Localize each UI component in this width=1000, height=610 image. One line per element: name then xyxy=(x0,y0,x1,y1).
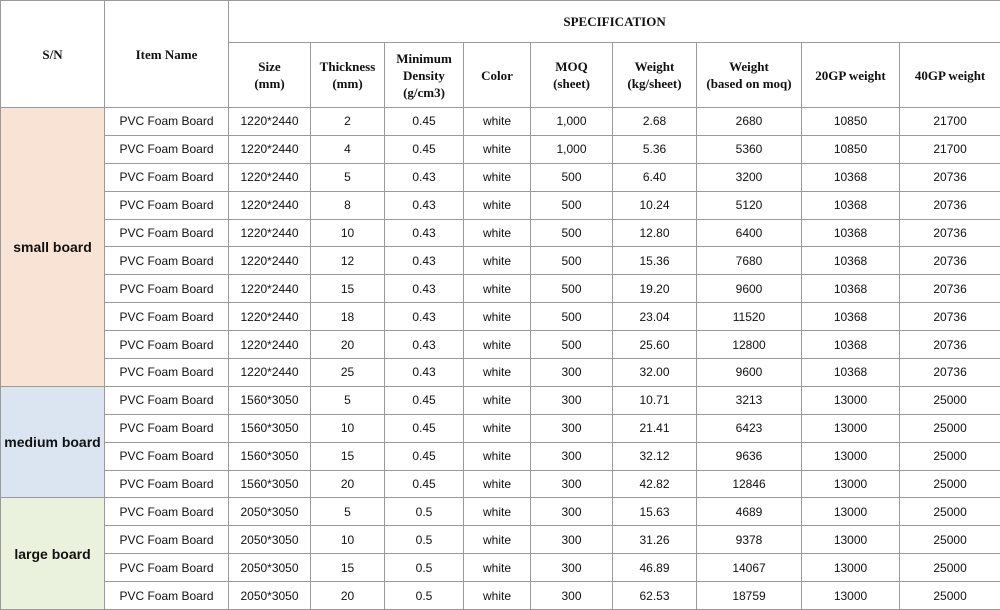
gp20-weight-cell: 13000 xyxy=(802,470,900,498)
weight-cell: 42.82 xyxy=(613,470,697,498)
moq-cell: 500 xyxy=(531,219,613,247)
weight-moq-cell: 11520 xyxy=(697,303,802,331)
moq-cell: 500 xyxy=(531,191,613,219)
table-row xyxy=(1,526,1000,554)
weight-cell: 12.80 xyxy=(613,219,697,247)
weight-moq-cell: 5120 xyxy=(697,191,802,219)
color-cell: white xyxy=(464,498,531,526)
gp40-weight-cell: 20736 xyxy=(900,303,1000,331)
moq-cell: 300 xyxy=(531,470,613,498)
weight-moq-cell: 9378 xyxy=(697,526,802,554)
gp20-weight-header: 20GP weight xyxy=(802,43,900,108)
group-label-medium: medium board xyxy=(1,386,105,498)
size-cell: 1560*3050 xyxy=(229,414,311,442)
size-cell: 1220*2440 xyxy=(229,108,311,136)
color-cell: white xyxy=(464,582,531,610)
density-cell: 0.43 xyxy=(385,163,464,191)
thickness-cell: 25 xyxy=(311,359,385,387)
thickness-cell: 5 xyxy=(311,498,385,526)
item-name-cell: PVC Foam Board xyxy=(105,108,229,136)
table-row xyxy=(1,247,1000,275)
moq-cell: 300 xyxy=(531,359,613,387)
weight-cell: 2.68 xyxy=(613,108,697,136)
color-cell: white xyxy=(464,554,531,582)
gp40-weight-cell: 25000 xyxy=(900,470,1000,498)
density-cell: 0.5 xyxy=(385,554,464,582)
moq-cell: 500 xyxy=(531,163,613,191)
thickness-cell: 15 xyxy=(311,442,385,470)
moq-cell: 500 xyxy=(531,275,613,303)
gp40-weight-cell: 25000 xyxy=(900,582,1000,610)
color-cell: white xyxy=(464,163,531,191)
color-cell: white xyxy=(464,275,531,303)
moq-cell: 500 xyxy=(531,331,613,359)
gp20-weight-cell: 10368 xyxy=(802,247,900,275)
table-row xyxy=(1,554,1000,582)
table-body xyxy=(1,108,1000,610)
weight-moq-cell: 4689 xyxy=(697,498,802,526)
gp40-weight-cell: 20736 xyxy=(900,247,1000,275)
thickness-cell: 20 xyxy=(311,470,385,498)
color-cell: white xyxy=(464,442,531,470)
density-cell: 0.5 xyxy=(385,526,464,554)
weight-moq-header: Weight (based on moq) xyxy=(697,43,802,108)
table-row xyxy=(1,470,1000,498)
table-row xyxy=(1,331,1000,359)
item-name-cell: PVC Foam Board xyxy=(105,526,229,554)
size-header: Size (mm) xyxy=(229,43,311,108)
item-name-cell: PVC Foam Board xyxy=(105,414,229,442)
density-cell: 0.43 xyxy=(385,359,464,387)
size-cell: 1220*2440 xyxy=(229,163,311,191)
weight-cell: 32.12 xyxy=(613,442,697,470)
density-cell: 0.43 xyxy=(385,219,464,247)
thickness-cell: 15 xyxy=(311,554,385,582)
gp40-weight-cell: 20736 xyxy=(900,331,1000,359)
density-header: Minimum Density (g/cm3) xyxy=(385,43,464,108)
size-cell: 1560*3050 xyxy=(229,470,311,498)
size-cell: 1220*2440 xyxy=(229,247,311,275)
gp40-weight-cell: 25000 xyxy=(900,554,1000,582)
thickness-cell: 20 xyxy=(311,582,385,610)
size-cell: 1220*2440 xyxy=(229,191,311,219)
gp40-weight-cell: 25000 xyxy=(900,386,1000,414)
size-cell: 1220*2440 xyxy=(229,275,311,303)
gp40-weight-cell: 25000 xyxy=(900,414,1000,442)
thickness-cell: 2 xyxy=(311,108,385,136)
size-cell: 1220*2440 xyxy=(229,135,311,163)
weight-moq-cell: 14067 xyxy=(697,554,802,582)
color-cell: white xyxy=(464,303,531,331)
item-name-cell: PVC Foam Board xyxy=(105,386,229,414)
density-cell: 0.43 xyxy=(385,247,464,275)
weight-moq-cell: 9600 xyxy=(697,275,802,303)
table-row xyxy=(1,275,1000,303)
item-name-cell: PVC Foam Board xyxy=(105,219,229,247)
size-cell: 2050*3050 xyxy=(229,526,311,554)
color-cell: white xyxy=(464,386,531,414)
gp20-weight-cell: 13000 xyxy=(802,414,900,442)
density-cell: 0.5 xyxy=(385,498,464,526)
item-name-header: Item Name xyxy=(105,1,229,108)
color-cell: white xyxy=(464,414,531,442)
weight-moq-cell: 18759 xyxy=(697,582,802,610)
item-name-cell: PVC Foam Board xyxy=(105,498,229,526)
weight-header: Weight (kg/sheet) xyxy=(613,43,697,108)
gp40-weight-cell: 21700 xyxy=(900,108,1000,136)
thickness-cell: 20 xyxy=(311,331,385,359)
thickness-cell: 10 xyxy=(311,219,385,247)
table-row xyxy=(1,191,1000,219)
item-name-cell: PVC Foam Board xyxy=(105,163,229,191)
density-cell: 0.45 xyxy=(385,386,464,414)
item-name-cell: PVC Foam Board xyxy=(105,582,229,610)
density-cell: 0.45 xyxy=(385,135,464,163)
item-name-cell: PVC Foam Board xyxy=(105,331,229,359)
specification-header: SPECIFICATION xyxy=(229,1,1000,43)
density-cell: 0.43 xyxy=(385,275,464,303)
weight-cell: 10.71 xyxy=(613,386,697,414)
thickness-cell: 5 xyxy=(311,163,385,191)
item-name-cell: PVC Foam Board xyxy=(105,247,229,275)
size-cell: 1560*3050 xyxy=(229,386,311,414)
moq-cell: 300 xyxy=(531,582,613,610)
group-label-large: large board xyxy=(1,498,105,610)
color-header: Color xyxy=(464,43,531,108)
color-cell: white xyxy=(464,191,531,219)
table-row xyxy=(1,386,1000,414)
item-name-cell: PVC Foam Board xyxy=(105,303,229,331)
gp40-weight-cell: 20736 xyxy=(900,275,1000,303)
moq-cell: 1,000 xyxy=(531,108,613,136)
moq-cell: 300 xyxy=(531,498,613,526)
weight-moq-cell: 12846 xyxy=(697,470,802,498)
thickness-cell: 18 xyxy=(311,303,385,331)
density-cell: 0.43 xyxy=(385,191,464,219)
weight-moq-cell: 12800 xyxy=(697,331,802,359)
weight-cell: 21.41 xyxy=(613,414,697,442)
weight-cell: 6.40 xyxy=(613,163,697,191)
color-cell: white xyxy=(464,359,531,387)
gp40-weight-cell: 25000 xyxy=(900,526,1000,554)
group-label-small: small board xyxy=(1,108,105,387)
weight-cell: 10.24 xyxy=(613,191,697,219)
weight-moq-cell: 6400 xyxy=(697,219,802,247)
gp40-weight-header: 40GP weight xyxy=(900,43,1000,108)
weight-cell: 5.36 xyxy=(613,135,697,163)
color-cell: white xyxy=(464,470,531,498)
thickness-cell: 15 xyxy=(311,275,385,303)
weight-cell: 32.00 xyxy=(613,359,697,387)
gp20-weight-cell: 10368 xyxy=(802,191,900,219)
gp40-weight-cell: 25000 xyxy=(900,442,1000,470)
item-name-cell: PVC Foam Board xyxy=(105,135,229,163)
table-row xyxy=(1,442,1000,470)
density-cell: 0.45 xyxy=(385,470,464,498)
weight-cell: 15.63 xyxy=(613,498,697,526)
table-row xyxy=(1,498,1000,526)
item-name-cell: PVC Foam Board xyxy=(105,470,229,498)
color-cell: white xyxy=(464,108,531,136)
size-cell: 1220*2440 xyxy=(229,359,311,387)
weight-moq-cell: 2680 xyxy=(697,108,802,136)
gp20-weight-cell: 10368 xyxy=(802,275,900,303)
item-name-cell: PVC Foam Board xyxy=(105,359,229,387)
thickness-cell: 12 xyxy=(311,247,385,275)
size-cell: 1220*2440 xyxy=(229,331,311,359)
density-cell: 0.43 xyxy=(385,303,464,331)
moq-cell: 1,000 xyxy=(531,135,613,163)
item-name-cell: PVC Foam Board xyxy=(105,191,229,219)
gp20-weight-cell: 10368 xyxy=(802,303,900,331)
density-cell: 0.43 xyxy=(385,331,464,359)
moq-header: MOQ (sheet) xyxy=(531,43,613,108)
gp20-weight-cell: 13000 xyxy=(802,386,900,414)
weight-cell: 31.26 xyxy=(613,526,697,554)
thickness-header: Thickness (mm) xyxy=(311,43,385,108)
gp20-weight-cell: 13000 xyxy=(802,498,900,526)
gp20-weight-cell: 10850 xyxy=(802,135,900,163)
color-cell: white xyxy=(464,135,531,163)
weight-cell: 19.20 xyxy=(613,275,697,303)
table-row xyxy=(1,303,1000,331)
gp40-weight-cell: 20736 xyxy=(900,191,1000,219)
size-cell: 2050*3050 xyxy=(229,498,311,526)
gp40-weight-cell: 21700 xyxy=(900,135,1000,163)
gp20-weight-cell: 13000 xyxy=(802,554,900,582)
size-cell: 2050*3050 xyxy=(229,554,311,582)
moq-cell: 300 xyxy=(531,414,613,442)
gp40-weight-cell: 20736 xyxy=(900,219,1000,247)
thickness-cell: 10 xyxy=(311,526,385,554)
gp20-weight-cell: 13000 xyxy=(802,526,900,554)
gp40-weight-cell: 25000 xyxy=(900,498,1000,526)
table-row xyxy=(1,359,1000,387)
table-row xyxy=(1,135,1000,163)
header-row-top xyxy=(1,1,1000,43)
weight-moq-cell: 9636 xyxy=(697,442,802,470)
weight-cell: 15.36 xyxy=(613,247,697,275)
item-name-cell: PVC Foam Board xyxy=(105,442,229,470)
item-name-cell: PVC Foam Board xyxy=(105,275,229,303)
weight-cell: 25.60 xyxy=(613,331,697,359)
moq-cell: 300 xyxy=(531,386,613,414)
thickness-cell: 8 xyxy=(311,191,385,219)
moq-cell: 300 xyxy=(531,554,613,582)
density-cell: 0.45 xyxy=(385,414,464,442)
weight-moq-cell: 9600 xyxy=(697,359,802,387)
weight-cell: 46.89 xyxy=(613,554,697,582)
color-cell: white xyxy=(464,247,531,275)
table-row xyxy=(1,108,1000,136)
weight-moq-cell: 3200 xyxy=(697,163,802,191)
moq-cell: 300 xyxy=(531,526,613,554)
table-row xyxy=(1,163,1000,191)
thickness-cell: 5 xyxy=(311,386,385,414)
moq-cell: 300 xyxy=(531,442,613,470)
color-cell: white xyxy=(464,331,531,359)
gp40-weight-cell: 20736 xyxy=(900,359,1000,387)
weight-moq-cell: 5360 xyxy=(697,135,802,163)
density-cell: 0.45 xyxy=(385,442,464,470)
color-cell: white xyxy=(464,526,531,554)
moq-cell: 500 xyxy=(531,247,613,275)
gp20-weight-cell: 10368 xyxy=(802,359,900,387)
table-row xyxy=(1,414,1000,442)
color-cell: white xyxy=(464,219,531,247)
moq-cell: 500 xyxy=(531,303,613,331)
weight-moq-cell: 7680 xyxy=(697,247,802,275)
table-row xyxy=(1,219,1000,247)
size-cell: 1560*3050 xyxy=(229,442,311,470)
gp20-weight-cell: 13000 xyxy=(802,442,900,470)
weight-cell: 62.53 xyxy=(613,582,697,610)
thickness-cell: 10 xyxy=(311,414,385,442)
gp20-weight-cell: 10850 xyxy=(802,108,900,136)
sn-header: S/N xyxy=(1,1,105,108)
gp40-weight-cell: 20736 xyxy=(900,163,1000,191)
item-name-cell: PVC Foam Board xyxy=(105,554,229,582)
gp20-weight-cell: 10368 xyxy=(802,331,900,359)
weight-moq-cell: 3213 xyxy=(697,386,802,414)
size-cell: 1220*2440 xyxy=(229,219,311,247)
size-cell: 1220*2440 xyxy=(229,303,311,331)
weight-cell: 23.04 xyxy=(613,303,697,331)
size-cell: 2050*3050 xyxy=(229,582,311,610)
gp20-weight-cell: 10368 xyxy=(802,163,900,191)
density-cell: 0.45 xyxy=(385,108,464,136)
gp20-weight-cell: 13000 xyxy=(802,582,900,610)
table-row xyxy=(1,582,1000,610)
gp20-weight-cell: 10368 xyxy=(802,219,900,247)
density-cell: 0.5 xyxy=(385,582,464,610)
weight-moq-cell: 6423 xyxy=(697,414,802,442)
thickness-cell: 4 xyxy=(311,135,385,163)
